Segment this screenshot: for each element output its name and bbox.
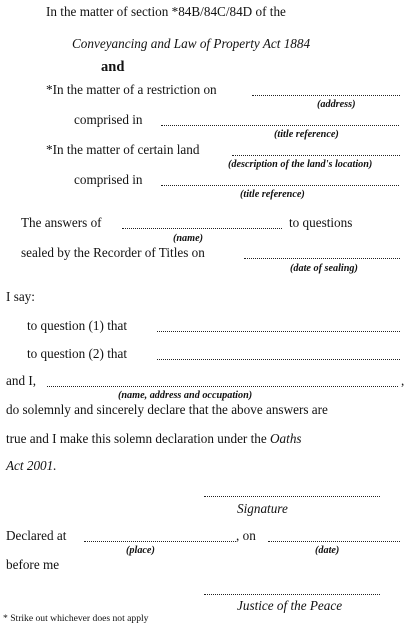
question-1-label: to question (1) that — [27, 318, 127, 333]
restriction-title-reference-caption: (title reference) — [274, 129, 339, 140]
land-location-caption: (description of the land's location) — [228, 159, 373, 170]
land-label: *In the matter of certain land — [46, 142, 200, 157]
declared-date-caption: (date) — [315, 545, 340, 556]
and-i-comma: , — [401, 373, 405, 388]
restriction-label: *In the matter of a restriction on — [46, 82, 217, 97]
land-title-reference-caption: (title reference) — [240, 189, 305, 200]
land-location-field[interactable] — [232, 155, 400, 156]
justice-caption: Justice of the Peace — [237, 598, 343, 613]
and-heading: and — [101, 59, 125, 75]
footnote: * Strike out whichever does not apply — [3, 613, 149, 624]
oaths-act-title-part-1: Oaths — [270, 431, 302, 446]
declared-on-label: , on — [236, 528, 256, 543]
and-i-label: and I, — [6, 373, 37, 388]
declared-at-label: Declared at — [6, 528, 67, 543]
declaration-text-line-2 — [6, 431, 302, 447]
address-caption: (address) — [317, 99, 356, 110]
justice-signature-field[interactable] — [204, 594, 380, 595]
restriction-comprised-label: comprised in — [74, 112, 143, 127]
land-comprised-label: comprised in — [74, 172, 143, 187]
before-me-label: before me — [6, 557, 60, 572]
oaths-act-title-part-2: Act 2001. — [6, 458, 57, 473]
answers-suffix: to questions — [289, 215, 353, 230]
answers-prefix: The answers of — [21, 215, 102, 230]
restriction-title-reference-field[interactable] — [161, 125, 399, 126]
i-say-label: I say: — [6, 289, 35, 304]
declaration-text-line-2-prefix: true and I make this solemn declaration under the — [6, 431, 267, 446]
sealing-date-field[interactable] — [244, 258, 400, 259]
declared-date-field[interactable] — [268, 541, 400, 542]
act-title: Conveyancing and Law of Property Act 1884 — [72, 36, 311, 51]
header-line: In the matter of section *84B/84C/84D of the — [46, 4, 286, 19]
land-title-reference-field[interactable] — [161, 185, 399, 186]
declared-place-caption: (place) — [126, 545, 155, 556]
sealing-date-caption: (date of sealing) — [290, 263, 358, 274]
question-2-label: to question (2) that — [27, 346, 127, 361]
answers-name-field[interactable] — [122, 228, 282, 229]
declarant-details-caption: (name, address and occupation) — [118, 390, 253, 401]
sealed-label: sealed by the Recorder of Titles on — [21, 245, 205, 260]
declared-place-field[interactable] — [84, 541, 236, 542]
declarant-details-field[interactable] — [47, 386, 398, 387]
signature-caption: Signature — [237, 501, 288, 516]
signature-field[interactable] — [204, 496, 380, 497]
answers-name-caption: (name) — [173, 233, 203, 244]
declaration-text-line-1: do solemnly and sincerely declare that the above answers are — [6, 402, 328, 417]
question-1-field[interactable] — [157, 331, 400, 332]
address-field[interactable] — [252, 95, 400, 96]
question-2-field[interactable] — [157, 359, 400, 360]
